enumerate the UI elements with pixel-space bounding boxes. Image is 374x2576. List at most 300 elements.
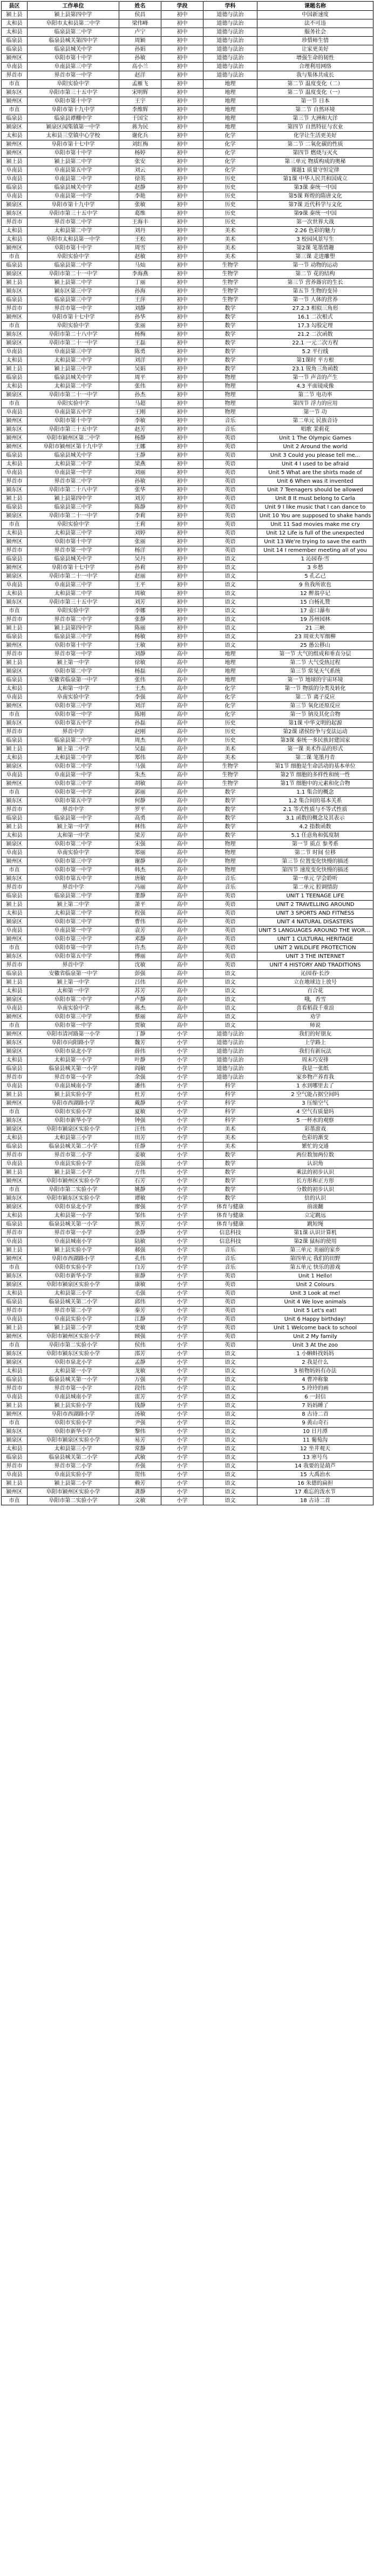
cell-course-title: UNIT 3 THE INTERNET	[257, 952, 373, 961]
cell-stage: 初中	[161, 633, 203, 641]
cell-county: 阜南县	[2, 1315, 28, 1324]
cell-county: 颍泉区	[2, 996, 28, 1004]
cell-county: 阜南县	[2, 1004, 28, 1013]
cell-county: 颍州区	[2, 417, 28, 425]
cell-course-title: 第一节 物质的分类及转化	[257, 685, 373, 693]
table-row	[2, 477, 373, 486]
table-row	[2, 1099, 373, 1108]
cell-course-title: 21 三峡	[257, 624, 373, 633]
table-row	[2, 313, 373, 322]
cell-name: 邵芳	[119, 1350, 161, 1358]
cell-stage: 高中	[161, 797, 203, 806]
cell-name: 周敏	[119, 590, 161, 598]
cell-work-unit: 阜阳市颍东区实验小学	[28, 1350, 119, 1358]
header-name: 姓名	[119, 2, 161, 11]
cell-stage: 初中	[161, 54, 203, 63]
cell-name: 龚静	[119, 1488, 161, 1497]
cell-subject: 英语	[203, 1315, 257, 1324]
cell-course-title: 第1课 中华人民共和国成立	[257, 175, 373, 184]
cell-name: 梁燕	[119, 460, 161, 469]
cell-name: 郭丽	[119, 788, 161, 797]
table-row	[2, 1255, 373, 1263]
cell-work-unit: 太和县第二中学	[28, 909, 119, 918]
cell-name: 朱杰	[119, 771, 161, 780]
cell-work-unit: 阜阳市第五中学	[28, 797, 119, 806]
cell-stage: 初中	[161, 71, 203, 80]
cell-course-title: 第1课时 平方根	[257, 356, 373, 365]
cell-county: 太和县	[2, 529, 28, 538]
cell-work-unit: 颍东区第三中学	[28, 287, 119, 296]
cell-name: 陈勇	[119, 348, 161, 356]
table-row	[2, 520, 373, 529]
table-row	[2, 339, 373, 348]
cell-work-unit: 临泉县城关第二小学	[28, 1142, 119, 1151]
cell-county: 临泉县	[2, 1220, 28, 1229]
cell-stage: 初中	[161, 503, 203, 512]
cell-stage: 初中	[161, 158, 203, 166]
cell-course-title: 我是一张纸	[257, 1065, 373, 1073]
cell-stage: 初中	[161, 45, 203, 54]
cell-work-unit: 临泉县第三中学	[28, 633, 119, 641]
cell-name: 阎敏	[119, 1065, 161, 1073]
cell-subject: 物理	[203, 391, 257, 400]
cell-county: 阜南县	[2, 693, 28, 702]
cell-subject: 数学	[203, 356, 257, 365]
cell-work-unit: 阜阳市第二实验小学	[28, 1341, 119, 1350]
cell-subject: 物理	[203, 866, 257, 875]
cell-course-title: 3 校园风景写生	[257, 235, 373, 244]
cell-subject: 物理	[203, 840, 257, 849]
cell-county: 颍上县	[2, 1479, 28, 1488]
cell-course-title: 第二单元 腔调情韵	[257, 883, 373, 892]
table-row	[2, 711, 373, 719]
cell-subject: 道德与法治	[203, 1030, 257, 1039]
table-row	[2, 417, 373, 425]
cell-course-title: 倍的认识	[257, 1194, 373, 1203]
cell-county: 颍上县	[2, 1168, 28, 1177]
cell-course-title: 乘法的初步认识	[257, 1168, 373, 1177]
cell-course-title: 12 醉翁亭记	[257, 590, 373, 598]
table-row	[2, 762, 373, 771]
cell-work-unit: 阜南县第三中学	[28, 581, 119, 590]
cell-name: 蒋为民	[119, 123, 161, 132]
cell-name: 蒋杰	[119, 1004, 161, 1013]
cell-stage: 小学	[161, 1151, 203, 1160]
cell-county: 太和县	[2, 1289, 28, 1298]
table-row	[2, 330, 373, 339]
cell-county: 临泉县	[2, 892, 28, 901]
cell-county: 颍州区	[2, 1333, 28, 1341]
cell-name: 卢宁	[119, 28, 161, 37]
cell-subject: 历史	[203, 201, 257, 209]
cell-county: 颍州区	[2, 857, 28, 866]
cell-work-unit: 阜阳市实验小学	[28, 1419, 119, 1428]
table-row	[2, 944, 373, 952]
cell-work-unit: 阜阳市第一中学	[28, 944, 119, 952]
cell-name: 李娜	[119, 607, 161, 616]
cell-county: 太和县	[2, 19, 28, 28]
cell-work-unit: 颍上第二中学	[28, 901, 119, 909]
cell-subject: 语文	[203, 641, 257, 650]
table-row	[2, 1212, 373, 1220]
cell-work-unit: 临泉县第三中学	[28, 296, 119, 305]
cell-stage: 小学	[161, 1453, 203, 1462]
table-row	[2, 978, 373, 987]
cell-stage: 小学	[161, 1039, 203, 1047]
cell-work-unit: 阜阳市泉北小学	[28, 1358, 119, 1367]
cell-course-title: 哦，香雪	[257, 996, 373, 1004]
cell-stage: 初中	[161, 374, 203, 382]
cell-course-title: 第二节 离子反应	[257, 693, 373, 702]
cell-stage: 初中	[161, 512, 203, 520]
cell-stage: 小学	[161, 1376, 203, 1384]
cell-subject: 语文	[203, 1436, 257, 1445]
cell-course-title: 17.3 勾股定理	[257, 322, 373, 330]
cell-stage: 小学	[161, 1281, 203, 1289]
cell-course-title: 两位数加两位数	[257, 1151, 373, 1160]
cell-work-unit: 临泉县第二中学	[28, 892, 119, 901]
cell-course-title: 化学让生活更美好	[257, 132, 373, 140]
cell-course-title: 第5课 辉煌的隋唐文化	[257, 192, 373, 201]
cell-county: 颍州区	[2, 1099, 28, 1108]
cell-county: 太和县	[2, 356, 28, 365]
table-row	[2, 45, 373, 54]
cell-subject: 生物学	[203, 762, 257, 771]
cell-course-title: 第三节 大洲和大洋	[257, 114, 373, 123]
cell-stage: 小学	[161, 1255, 203, 1263]
cell-work-unit: 阜南县第三中学	[28, 63, 119, 71]
table-row	[2, 1333, 373, 1341]
cell-subject: 语文	[203, 1445, 257, 1453]
cell-course-title: 第三单元 美丽的家乡	[257, 1246, 373, 1255]
cell-stage: 高中	[161, 831, 203, 840]
cell-county: 界首市	[2, 305, 28, 313]
cell-name: 龙敏	[119, 1367, 161, 1376]
cell-subject: 物理	[203, 849, 257, 857]
table-row	[2, 80, 373, 89]
cell-subject: 语文	[203, 1497, 257, 1505]
cell-subject: 体育与健康	[203, 1212, 257, 1220]
cell-work-unit: 阜阳市颍泉区实验小学	[28, 1281, 119, 1289]
cell-county: 市直	[2, 1022, 28, 1030]
cell-name: 孙磊	[119, 719, 161, 728]
cell-name: 孙娟	[119, 45, 161, 54]
cell-course-title: Unit 4 We love animals	[257, 1298, 373, 1307]
cell-course-title: Unit 12 Life is full of the unexpected	[257, 529, 373, 538]
cell-subject: 信息科技	[203, 1238, 257, 1246]
table-row	[2, 132, 373, 140]
cell-name: 张静	[119, 616, 161, 624]
cell-subject: 美术	[203, 253, 257, 261]
cell-county: 临泉县	[2, 1142, 28, 1151]
cell-county: 临泉县	[2, 1298, 28, 1307]
cell-county: 太和县	[2, 1134, 28, 1142]
cell-name: 魏芳	[119, 1039, 161, 1047]
cell-subject: 历史	[203, 719, 257, 728]
cell-name: 孙海	[119, 287, 161, 296]
cell-subject: 历史	[203, 184, 257, 192]
cell-work-unit: 阜阳市第十七中学	[28, 564, 119, 572]
cell-course-title: 9 鱼我所欲也	[257, 581, 373, 590]
cell-county: 界首市	[2, 1307, 28, 1315]
cell-stage: 小学	[161, 1177, 203, 1186]
cell-stage: 小学	[161, 1194, 203, 1203]
cell-stage: 小学	[161, 1402, 203, 1410]
table-row	[2, 1151, 373, 1160]
cell-stage: 初中	[161, 520, 203, 529]
cell-county: 阜南县	[2, 1393, 28, 1402]
cell-subject: 语文	[203, 564, 257, 572]
table-row	[2, 693, 373, 702]
header-subject: 学科	[203, 2, 257, 11]
cell-stage: 小学	[161, 1125, 203, 1134]
cell-subject: 历史	[203, 728, 257, 736]
table-row	[2, 745, 373, 754]
cell-stage: 初中	[161, 486, 203, 495]
cell-county: 市直	[2, 866, 28, 875]
cell-county: 临泉县	[2, 1453, 28, 1462]
cell-course-title: 中国新速度	[257, 11, 373, 19]
cell-county: 临泉县	[2, 503, 28, 512]
cell-name: 白芳	[119, 1263, 161, 1272]
cell-name: 陈丽	[119, 624, 161, 633]
cell-county: 颍州区	[2, 780, 28, 788]
table-row	[2, 89, 373, 97]
cell-work-unit: 阜阳市第十七中学	[28, 140, 119, 149]
table-row	[2, 97, 373, 106]
cell-course-title: 第一节 功	[257, 408, 373, 417]
table-row	[2, 1445, 373, 1453]
cell-subject: 化学	[203, 711, 257, 719]
cell-course-title: 2 我是什么	[257, 1358, 373, 1367]
table-row	[2, 857, 373, 866]
cell-county: 阜南县	[2, 192, 28, 201]
cell-work-unit: 阜阳实验中学	[28, 80, 119, 89]
cell-name: 韩杰	[119, 866, 161, 875]
cell-course-title: 珍惜师生情	[257, 37, 373, 45]
cell-county: 颍东区	[2, 952, 28, 961]
cell-stage: 初中	[161, 313, 203, 322]
cell-name: 贺伟	[119, 1471, 161, 1479]
cell-subject: 地理	[203, 676, 257, 685]
cell-stage: 初中	[161, 287, 203, 296]
table-row	[2, 1073, 373, 1082]
cell-name: 戴静	[119, 1099, 161, 1108]
table-row	[2, 1194, 373, 1203]
cell-name: 孙杰	[119, 391, 161, 400]
cell-name: 张伟	[119, 676, 161, 685]
cell-county: 颍泉区	[2, 762, 28, 771]
cell-stage: 初中	[161, 279, 203, 287]
cell-county: 界首市	[2, 616, 28, 624]
cell-work-unit: 颍上县第二中学	[28, 158, 119, 166]
cell-stage: 高中	[161, 875, 203, 883]
cell-county: 太和县	[2, 754, 28, 762]
cell-course-title: Unit 6 Happy birthday!	[257, 1315, 373, 1324]
table-row	[2, 909, 373, 918]
cell-stage: 小学	[161, 1186, 203, 1194]
cell-subject: 道德与法治	[203, 1039, 257, 1047]
cell-county: 颍上县	[2, 659, 28, 667]
cell-course-title: 1.1 集合的概念	[257, 788, 373, 797]
cell-course-title: 第一节 声音的产生	[257, 374, 373, 382]
cell-course-title: 5.2 平行线	[257, 348, 373, 356]
table-row	[2, 1367, 373, 1376]
cell-county: 临泉县	[2, 261, 28, 270]
cell-course-title: UNIT 3 SPORTS AND FITNESS	[257, 909, 373, 918]
cell-county: 界首市	[2, 728, 28, 736]
cell-county: 颍东区	[2, 719, 28, 728]
cell-work-unit: 阜南县第一中学	[28, 192, 119, 201]
cell-work-unit: 太和县第三中学	[28, 529, 119, 538]
cell-stage: 初中	[161, 564, 203, 572]
cell-stage: 初中	[161, 555, 203, 564]
cell-course-title: 第二单元 民族音诗	[257, 417, 373, 425]
cell-county: 颍泉区	[2, 667, 28, 676]
cell-work-unit: 界首市第一中学	[28, 305, 119, 313]
cell-county: 颍上县	[2, 1402, 28, 1410]
cell-subject: 生物学	[203, 279, 257, 287]
cell-work-unit: 阜阳市第二十一中学	[28, 572, 119, 581]
cell-name: 吕伟	[119, 978, 161, 987]
cell-course-title: Unit 4 I used to be afraid	[257, 460, 373, 469]
cell-name: 高小兰	[119, 63, 161, 71]
cell-course-title: Unit 1 Hello!	[257, 1272, 373, 1281]
cell-name: 邱伟	[119, 1298, 161, 1307]
cell-course-title: 1.2 集合间的基本关系	[257, 797, 373, 806]
cell-county: 颍州区	[2, 935, 28, 944]
cell-subject: 语文	[203, 996, 257, 1004]
cell-subject: 英语	[203, 952, 257, 961]
cell-county: 临泉县	[2, 184, 28, 192]
cell-course-title: Unit 13 We're trying to save the earth	[257, 538, 373, 546]
cell-county: 市直	[2, 106, 28, 114]
table-row	[2, 572, 373, 581]
cell-stage: 初中	[161, 114, 203, 123]
cell-course-title: Unit 3 Look at me!	[257, 1289, 373, 1298]
cell-course-title: UNIT 4 HISTORY AND TRADITIONS	[257, 961, 373, 970]
cell-county: 颍州区	[2, 140, 28, 149]
table-row	[2, 443, 373, 451]
cell-stage: 初中	[161, 201, 203, 209]
cell-course-title: 23 周亚夫军细柳	[257, 633, 373, 641]
cell-county: 界首市	[2, 961, 28, 970]
table-row	[2, 685, 373, 693]
table-row	[2, 1142, 373, 1151]
table-row	[2, 28, 373, 37]
cell-county: 颍泉区	[2, 1047, 28, 1056]
table-row	[2, 719, 373, 728]
cell-county: 颍东区	[2, 1039, 28, 1047]
cell-stage: 小学	[161, 1047, 203, 1056]
cell-subject: 语文	[203, 1419, 257, 1428]
cell-stage: 高中	[161, 892, 203, 901]
cell-stage: 小学	[161, 1142, 203, 1151]
cell-subject: 数学	[203, 1186, 257, 1194]
table-row	[2, 1358, 373, 1367]
cell-course-title: 5.1 任意角和弧度制	[257, 831, 373, 840]
cell-work-unit: 阜阳市第二十一中学	[28, 512, 119, 520]
teacher-course-table-container	[1, 1, 373, 1505]
cell-name: 王静	[119, 451, 161, 460]
cell-name: 葛维	[119, 209, 161, 218]
cell-course-title: 第二节 大气受热过程	[257, 659, 373, 667]
cell-county: 颍上县	[2, 978, 28, 987]
cell-work-unit: 阜阳市第五中学	[28, 952, 119, 961]
cell-work-unit: 阜阳市向阳路小学	[28, 1039, 119, 1047]
table-row	[2, 382, 373, 391]
cell-subject: 信息科技	[203, 1229, 257, 1238]
cell-county: 临泉县	[2, 37, 28, 45]
cell-county: 颍上县	[2, 745, 28, 754]
cell-course-title: 第9课 秦统一中国	[257, 209, 373, 218]
table-row	[2, 840, 373, 849]
cell-county: 颍东区	[2, 875, 28, 883]
cell-subject: 化学	[203, 685, 257, 693]
cell-stage: 小学	[161, 1479, 203, 1488]
cell-subject: 地理	[203, 659, 257, 667]
cell-course-title: 课题1 质量守恒定律	[257, 166, 373, 175]
table-row	[2, 780, 373, 788]
cell-stage: 初中	[161, 89, 203, 97]
cell-stage: 高中	[161, 944, 203, 952]
table-row	[2, 1428, 373, 1436]
cell-name: 邓静	[119, 935, 161, 944]
cell-county: 太和县	[2, 132, 28, 140]
cell-course-title: Unit 5 Let's eat!	[257, 1307, 373, 1315]
cell-stage: 小学	[161, 1393, 203, 1402]
cell-name: 姚静	[119, 1186, 161, 1194]
cell-stage: 小学	[161, 1410, 203, 1419]
cell-stage: 小学	[161, 1428, 203, 1436]
cell-work-unit: 阜阳市第五中学	[28, 719, 119, 728]
cell-subject: 数学	[203, 831, 257, 840]
cell-name: 常静	[119, 1445, 161, 1453]
cell-subject: 语文	[203, 616, 257, 624]
table-row	[2, 356, 373, 365]
cell-name: 余强	[119, 1073, 161, 1082]
cell-county: 颍东区	[2, 1272, 28, 1281]
table-row	[2, 19, 373, 28]
cell-work-unit: 阜阳市第一中学	[28, 711, 119, 719]
cell-name: 张华	[119, 486, 161, 495]
cell-county: 临泉县	[2, 451, 28, 460]
cell-course-title: 第四节 燃烧与灭火	[257, 149, 373, 158]
cell-course-title: 第二课 笔墨丹青	[257, 754, 373, 762]
cell-subject: 英语	[203, 486, 257, 495]
cell-name: 曹伟	[119, 918, 161, 927]
cell-work-unit: 太和县第一小学	[28, 1212, 119, 1220]
cell-subject: 语文	[203, 1428, 257, 1436]
table-row	[2, 598, 373, 607]
cell-name: 丁静	[119, 1030, 161, 1039]
cell-subject: 英语	[203, 1307, 257, 1315]
cell-subject: 道德与法治	[203, 63, 257, 71]
table-row	[2, 37, 373, 45]
table-row	[2, 555, 373, 564]
cell-name: 萧平	[119, 901, 161, 909]
cell-name: 杜芳	[119, 1091, 161, 1099]
cell-course-title: 7 妈妈睡了	[257, 1402, 373, 1410]
cell-subject: 数学	[203, 806, 257, 814]
cell-subject: 数学	[203, 788, 257, 797]
cell-work-unit: 阜阳市第二实验小学	[28, 1186, 119, 1194]
cell-work-unit: 太和县第三小学	[28, 1134, 119, 1142]
cell-subject: 美术	[203, 754, 257, 762]
cell-stage: 初中	[161, 546, 203, 555]
table-row	[2, 495, 373, 503]
table-row	[2, 279, 373, 287]
